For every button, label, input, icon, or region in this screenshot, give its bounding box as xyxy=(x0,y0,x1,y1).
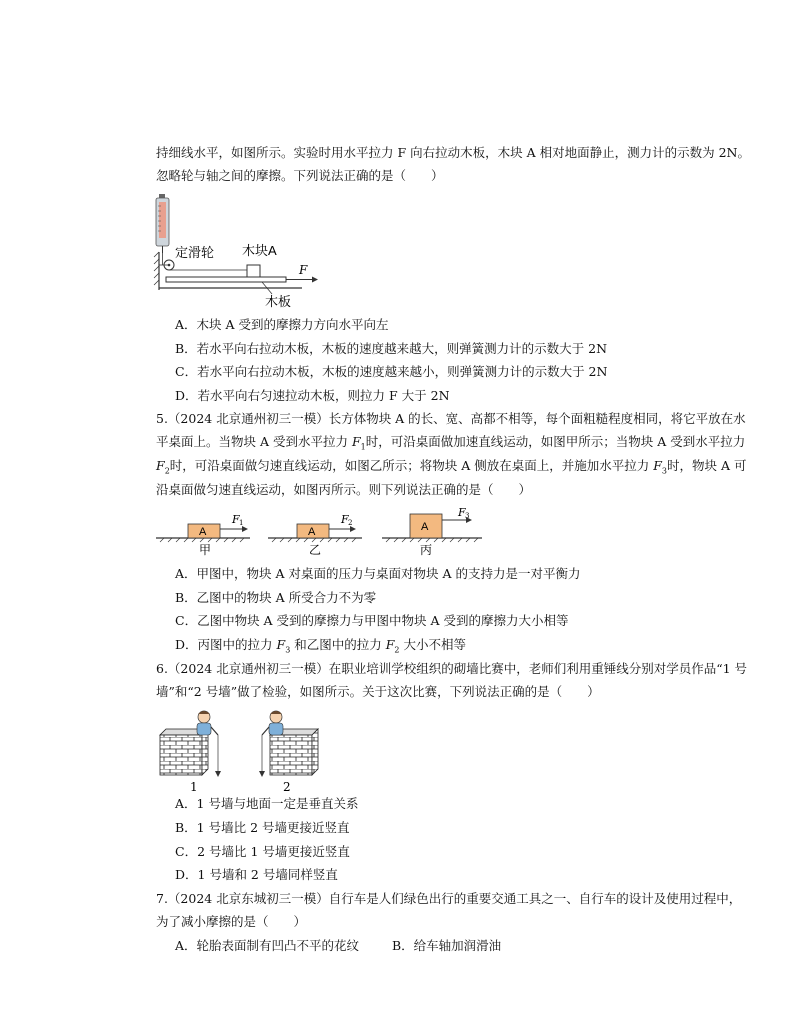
q7-stem-line-1: 7.（2024 北京东城初三一模）自行车是人们绿色出行的重要交通工具之一、自行车的设计及使用过程中， xyxy=(156,891,742,906)
svg-text:1: 1 xyxy=(239,519,244,527)
svg-text:F: F xyxy=(341,513,349,526)
q6-stem-line-2: 墙”和“2 号墙”做了检验，如图所示。关于这次比赛，下列说法正确的是（ ） xyxy=(156,684,600,699)
svg-text:A: A xyxy=(199,526,207,538)
svg-text:F: F xyxy=(232,513,240,526)
q4-option-a: A．木块 A 受到的摩擦力方向水平向左 xyxy=(175,317,389,332)
q4-stem-line-2: 忽略轮与轴之间的摩擦。下列说法正确的是（ ） xyxy=(156,168,444,183)
q6-stem-line-1: 6.（2024 北京通州初三一模）在职业培训学校组织的砌墙比赛中，老师们利用重锤线分别对学员作品“1 号 xyxy=(156,661,748,676)
q5-stem-line-3: $F_2$时，可沿桌面做匀速直线运动，如图乙所示；将物块 A 侧放在桌面上，并施加水平拉力 $F_3$时，物块 A 可 xyxy=(156,458,747,476)
svg-text:3: 3 xyxy=(465,512,470,520)
caption-yi: 乙 xyxy=(309,543,322,557)
q6-option-b: B．1 号墙比 2 号墙更接近竖直 xyxy=(175,820,350,835)
block-label: 木块A xyxy=(242,243,277,258)
q5-figures xyxy=(152,508,492,560)
q5-stem-line-4: 沿桌面做匀速直线运动，如图丙所示。则下列说法正确的是（ ） xyxy=(156,482,532,497)
q6-figure xyxy=(152,705,328,795)
svg-text:2: 2 xyxy=(348,519,353,527)
wall-2 xyxy=(259,711,318,777)
q4-option-b: B．若水平向右拉动木板，木板的速度越来越大，则弹簧测力计的示数大于 2N xyxy=(175,341,608,356)
caption-bing: 丙 xyxy=(420,543,433,557)
q4-figure xyxy=(152,194,322,310)
q5-option-b: B．乙图中的物块 A 所受合力不为零 xyxy=(175,590,377,605)
figure-jia xyxy=(156,513,250,557)
q5-option-d: D．丙图中的拉力 $F_3$ 和乙图中的拉力 $F_2$ 大小不相等 xyxy=(175,637,466,655)
q6-option-c: C．2 号墙比 1 号墙更接近竖直 xyxy=(175,844,350,859)
q7-stem-line-2: 为了减小摩擦的是（ ） xyxy=(156,914,307,929)
spring-scale-gauge xyxy=(159,202,166,238)
q7-option-b: B．给车轴加润滑油 xyxy=(392,938,502,953)
q7-option-a: A．轮胎表面制有凹凸不平的花纹 xyxy=(175,938,360,953)
svg-text:A: A xyxy=(308,526,316,538)
force-label: F xyxy=(299,263,308,277)
svg-text:F: F xyxy=(458,508,466,519)
caption-jia: 甲 xyxy=(199,543,212,557)
q4-option-c: C．若水平向右拉动木板，木板的速度越来越小，则弹簧测力计的示数大于 2N xyxy=(175,364,608,379)
caption-2: 2 xyxy=(283,780,291,794)
q5-stem-line-2: 平桌面上。当物块 A 受到水平拉力 $F_1$时，可沿桌面做加速直线运动，如图甲所示；当物块 A 受到水平拉力 xyxy=(156,434,746,452)
svg-text:A: A xyxy=(421,521,429,533)
figure-yi xyxy=(268,513,362,557)
figure-bing xyxy=(382,508,482,557)
q4-stem-line-1: 持细线水平，如图所示。实验时用水平拉力 F 向右拉动木板，木块 A 相对地面静止，测力计的示数为 2N。 xyxy=(156,145,750,160)
q6-option-d: D．1 号墙和 2 号墙同样竖直 xyxy=(175,867,338,882)
caption-1: 1 xyxy=(190,780,198,794)
pulley-label: 定滑轮 xyxy=(175,245,215,260)
board-label: 木板 xyxy=(265,294,292,309)
q5-stem-line-1: 5.（2024 北京通州初三一模）长方体物块 A 的长、宽、高都不相等，每个面粗糙程度相同，将它平放在水 xyxy=(156,411,746,426)
wall-1 xyxy=(160,711,221,777)
q4-option-d: D．若水平向右匀速拉动木板，则拉力 F 大于 2N xyxy=(175,388,450,403)
q5-option-a: A．甲图中，物块 A 对桌面的压力与桌面对物块 A 的支持力是一对平衡力 xyxy=(175,566,581,581)
q5-option-c: C．乙图中物块 A 受到的摩擦力与甲图中物块 A 受到的摩擦力大小相等 xyxy=(175,613,569,628)
q6-option-a: A．1 号墙与地面一定是垂直关系 xyxy=(175,796,359,811)
